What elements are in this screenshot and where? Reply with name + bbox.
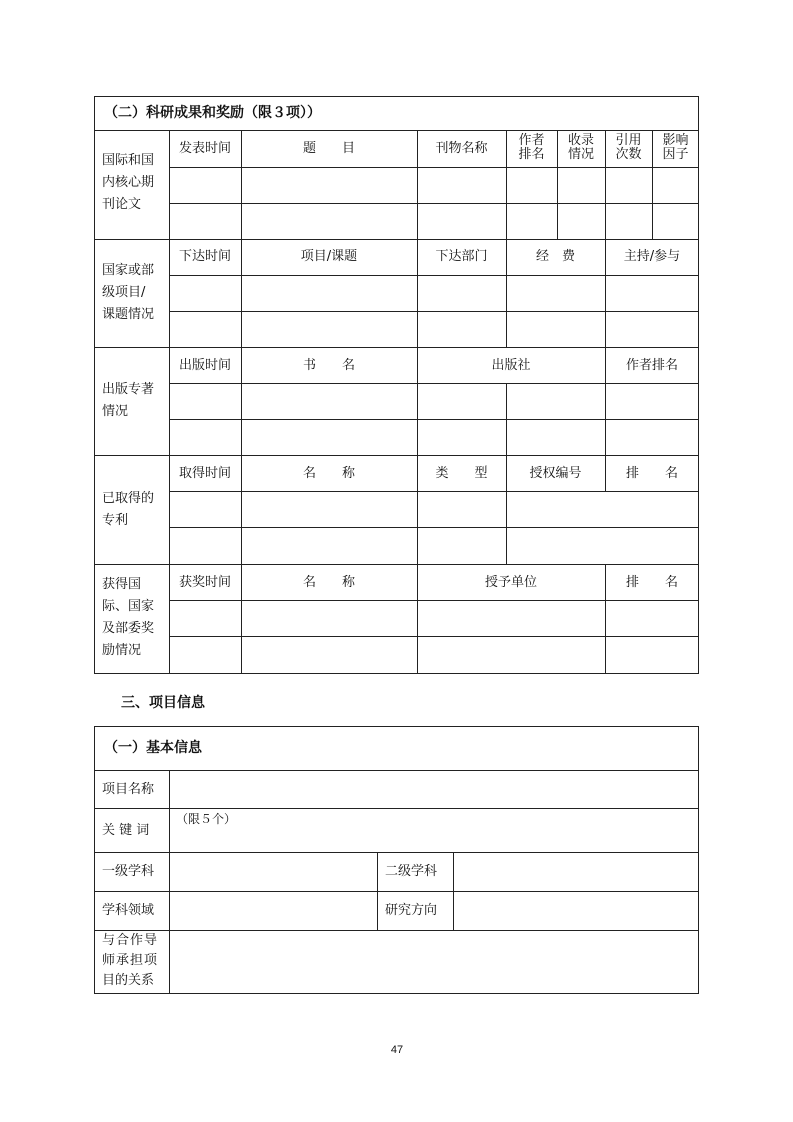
- journal-label-line: 刊论文: [102, 197, 142, 212]
- journal-entry-cell[interactable]: [169, 167, 699, 239]
- patents-label-line: 专利: [102, 513, 129, 528]
- projects-header-funding: 经 费: [535, 249, 575, 264]
- awards-header-rank: 排 名: [625, 575, 678, 590]
- header-line: 影响: [662, 133, 689, 148]
- projects-header-date: 下达时间: [178, 249, 231, 264]
- direction-field[interactable]: [453, 891, 699, 930]
- awards-header-grantor: 授予单位: [484, 575, 537, 590]
- projects-label-line: 级项目/: [102, 285, 146, 300]
- books-label-line: 出版专著: [102, 382, 155, 397]
- discipline2-field[interactable]: [453, 852, 699, 891]
- keywords-label: 关 键 词: [102, 823, 150, 838]
- patents-header-rank: 排 名: [625, 466, 678, 481]
- journal-header-journal: 刊物名称: [435, 141, 488, 156]
- patents-header-type: 类 型: [435, 466, 488, 481]
- projects-label-line: 课题情况: [102, 307, 155, 322]
- awards-label-line: 励情况: [102, 643, 142, 658]
- books-label-line: 情况: [102, 404, 129, 419]
- field-field[interactable]: [169, 891, 377, 930]
- awards-label: [94, 574, 169, 662]
- research-section-title: （二）科研成果和奖励（限３项））: [104, 105, 321, 121]
- patents-label-line: 已取得的: [102, 491, 155, 506]
- project-name-field[interactable]: [169, 770, 699, 808]
- journal-header-title: 题 目: [302, 141, 355, 156]
- books-header-date: 出版时间: [178, 358, 231, 373]
- journal-header-author-rank: [506, 134, 557, 162]
- books-header-title: 书 名: [302, 358, 355, 373]
- header-line: 排名: [518, 147, 545, 162]
- books-label: [94, 379, 169, 423]
- field-label: 学科领域: [102, 903, 155, 918]
- header-line: 引用: [615, 133, 642, 148]
- patents-header-date: 取得时间: [178, 466, 231, 481]
- patents-label: [94, 488, 169, 532]
- keywords-field[interactable]: [169, 808, 699, 852]
- relation-label-line: 与合作导: [102, 933, 159, 948]
- keywords-note: （限５个）: [176, 812, 237, 826]
- projects-header-project: 项目/课题: [300, 249, 358, 264]
- relation-field[interactable]: [169, 930, 699, 994]
- page-number: 47: [390, 1044, 404, 1056]
- books-entry-cell[interactable]: [169, 383, 699, 455]
- awards-label-line: 际、国家: [102, 599, 155, 614]
- projects-entry-cell[interactable]: [169, 275, 699, 347]
- projects-label-line: 国家或部: [102, 263, 155, 278]
- awards-entry-cell[interactable]: [169, 600, 699, 674]
- books-header-publisher: 出版社: [491, 358, 531, 373]
- header-line: 情况: [567, 147, 594, 162]
- section3-title: 三、项目信息: [121, 695, 205, 711]
- direction-label: 研究方向: [385, 903, 438, 918]
- journal-header-impact: [652, 134, 699, 162]
- header-line: 次数: [615, 147, 642, 162]
- books-header-rank: 作者排名: [625, 358, 678, 373]
- discipline1-field[interactable]: [169, 852, 377, 891]
- basic-info-title: （一）基本信息: [104, 740, 202, 756]
- project-name-label: 项目名称: [102, 782, 155, 797]
- awards-label-line: 及部委奖: [102, 621, 155, 636]
- journal-label-line: 内核心期: [102, 175, 155, 190]
- header-line: 收录: [567, 133, 594, 148]
- projects-header-dept: 下达部门: [435, 249, 488, 264]
- relation-label-line: 师承担项: [102, 953, 159, 968]
- journal-header-date: 发表时间: [178, 141, 231, 156]
- projects-header-role: 主持/参与: [623, 249, 681, 264]
- header-line: 因子: [662, 147, 689, 162]
- relation-label: [94, 931, 169, 991]
- patents-header-name: 名 称: [302, 466, 355, 481]
- awards-header-name: 名 称: [302, 575, 355, 590]
- patents-entry-cell[interactable]: [169, 491, 699, 564]
- awards-label-line: 获得国: [102, 577, 142, 592]
- discipline1-label: 一级学科: [102, 864, 155, 879]
- journal-label-line: 国际和国: [102, 153, 155, 168]
- relation-label-line: 目的关系: [102, 973, 155, 988]
- journal-label: [94, 150, 169, 216]
- header-line: 作者: [518, 133, 545, 148]
- journal-header-indexed: [557, 134, 605, 162]
- patents-header-number: 授权编号: [529, 466, 582, 481]
- projects-label: [94, 260, 169, 326]
- journal-header-citations: [605, 134, 652, 162]
- awards-header-date: 获奖时间: [178, 575, 231, 590]
- discipline2-label: 二级学科: [385, 864, 438, 879]
